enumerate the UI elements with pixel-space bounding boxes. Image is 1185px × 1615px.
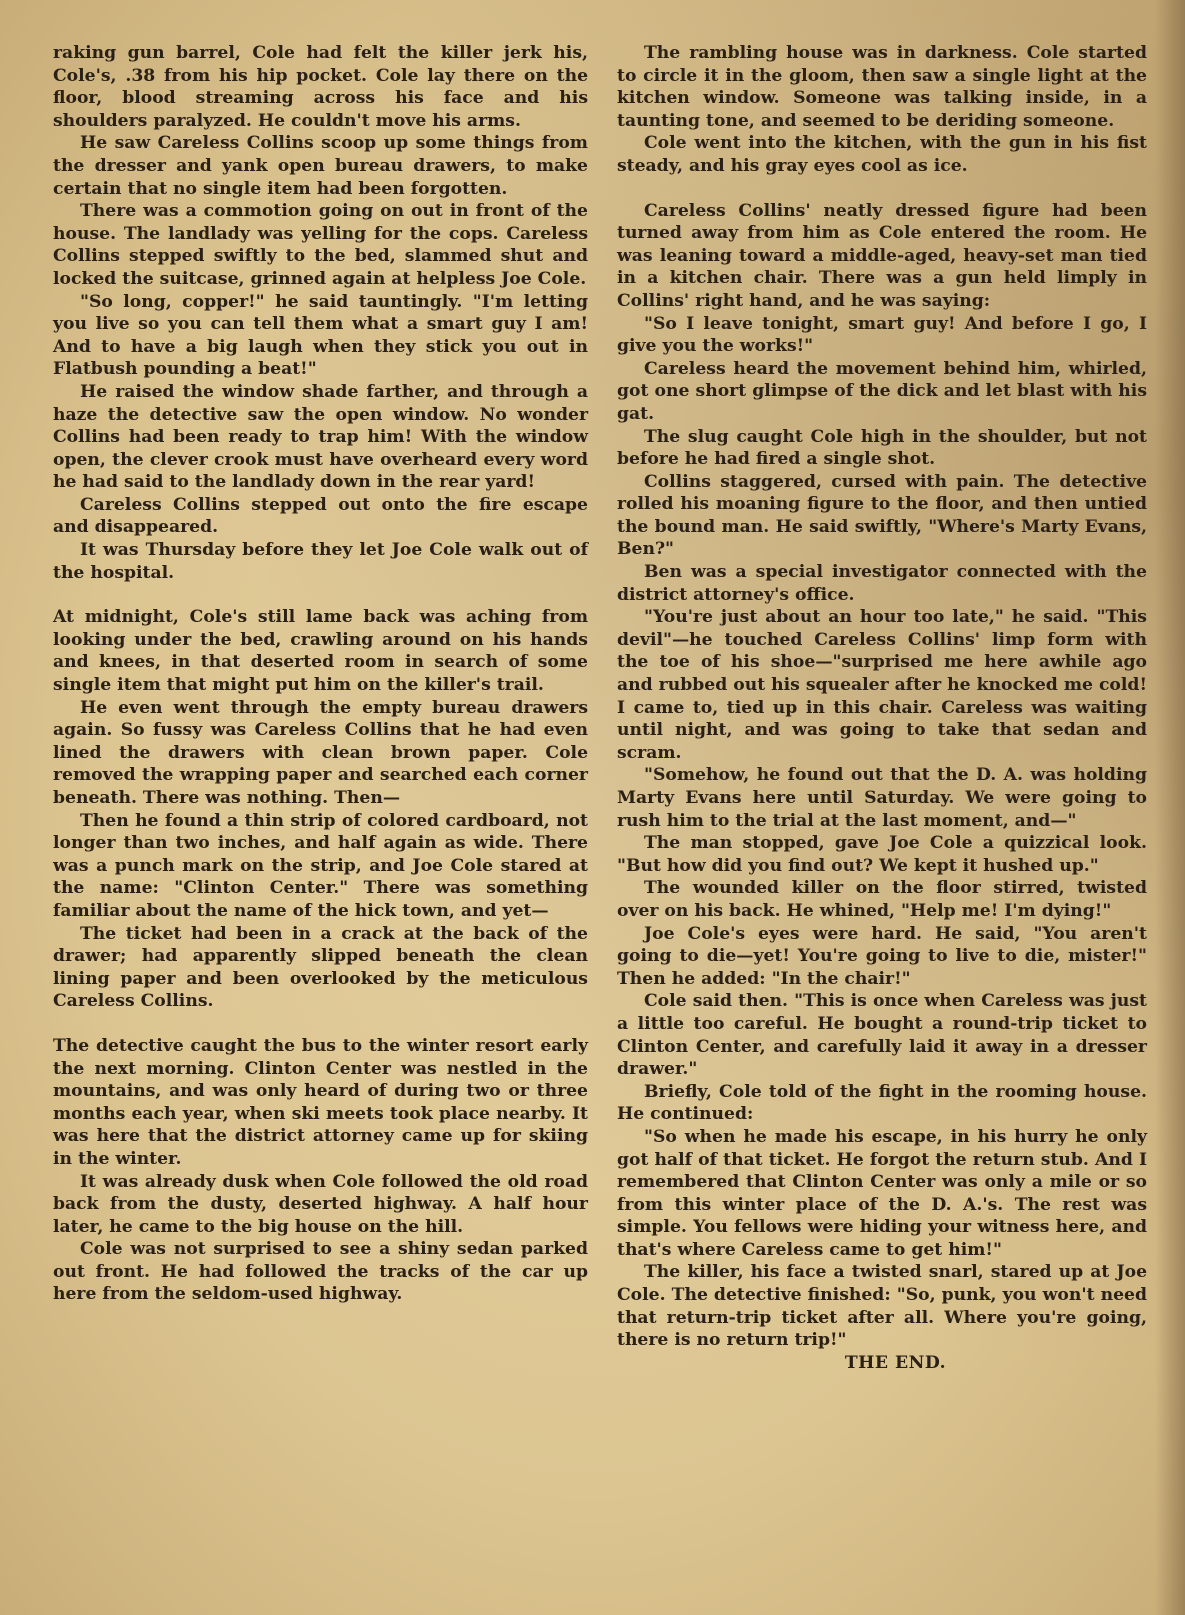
story-paragraph: He even went through the empty bureau drawers again. So fussy was Careless Collins that he had even lined the drawers with clean brown paper. Cole removed the wrapping paper and searched each corner beneath. There was nothing. Then—	[53, 697, 588, 808]
story-paragraph: Cole went into the kitchen, with the gun in his fist steady, and his gray eyes cool as ice.	[617, 133, 1147, 176]
story-paragraph: The detective caught the bus to the winter resort early the next morning. Clinton Center was nestled in the mountains, and was only heard of during two or three months each year, when ski meets took place nearby. It was here that the district attorney came up for skiing in the winter.	[53, 1035, 588, 1169]
story-paragraph: The killer, his face a twisted snarl, stared up at Joe Cole. The detective finished: "So, punk, you won't need that return-trip ticket after all. Where you're going, there is no return trip!"	[617, 1262, 1147, 1351]
story-paragraph: Cole was not surprised to see a shiny sedan parked out front. He had followed the tracks of the car up here from the seldom-used highway.	[53, 1239, 588, 1305]
story-paragraph: It was already dusk when Cole followed the old road back from the dusty, deserted highway. A half hour later, he came to the big house on the hill.	[53, 1171, 588, 1237]
story-paragraph: The rambling house was in darkness. Cole started to circle it in the gloom, then saw a single light at the kitchen window. Someone was talking inside, in a taunting tone, and seemed to be deriding someone.	[617, 43, 1147, 131]
story-paragraph: The slug caught Cole high in the shoulder, but not before he had fired a single shot.	[617, 426, 1147, 470]
the-end-mark: THE END.	[844, 1352, 947, 1373]
story-paragraph: Careless Collins stepped out onto the fire escape and disappeared.	[53, 494, 588, 538]
story-paragraph: raking gun barrel, Cole had felt the killer jerk his, Cole's, .38 from his hip pocket. Cole lay there on the floor, blood streaming across his face and his shoulders paralyzed. He couldn't move his arms.	[53, 43, 588, 131]
story-paragraph: It was Thursday before they let Joe Cole walk out of the hospital.	[53, 540, 588, 583]
story-paragraph: "Somehow, he found out that the D. A. was holding Marty Evans here until Saturday. We were going to rush him to the trial at the last moment, and—"	[617, 765, 1147, 831]
story-paragraph: The ticket had been in a crack at the back of the drawer; had apparently slipped beneath the clean lining paper and been overlooked by the meticulous Careless Collins.	[53, 923, 588, 1012]
page-edge-stain	[1155, 0, 1185, 1615]
story-paragraph: Collins staggered, cursed with pain. The detective rolled his moaning figure to the floor, and then untied the bound man. He said swiftly, "Where's Marty Evans, Ben?"	[617, 471, 1147, 560]
story-paragraph: Briefly, Cole told of the fight in the rooming house. He continued:	[617, 1081, 1147, 1125]
story-paragraph: Careless heard the movement behind him, whirled, got one short glimpse of the dick and let blast with his gat.	[617, 358, 1147, 424]
story-paragraph: He raised the window shade farther, and through a haze the detective saw the open window. No wonder Collins had been ready to trap him! With the window open, the clever crook must have overheard every word he had said to the landlady down in the rear yard!	[53, 381, 588, 493]
story-paragraph: The wounded killer on the floor stirred, twisted over on his back. He whined, "Help me! I'm dying!"	[617, 878, 1147, 921]
right-column-body	[617, 42, 1147, 1352]
right-column	[617, 42, 1147, 1374]
story-paragraph: Cole said then. "This is once when Careless was just a little too careful. He bought a round-trip ticket to Clinton Center, and carefully laid it away in a dresser drawer."	[617, 991, 1147, 1080]
left-column	[53, 42, 588, 1306]
story-paragraph: "So I leave tonight, smart guy! And before I go, I give you the works!"	[617, 313, 1147, 357]
story-paragraph: The man stopped, gave Joe Cole a quizzical look. "But how did you find out? We kept it hushed up."	[617, 833, 1147, 876]
story-paragraph: "So long, copper!" he said tauntingly. "I'm letting you live so you can tell them what a smart guy I am! And to have a big laugh when they stick you out in Flatbush pounding a beat!"	[53, 291, 588, 380]
story-paragraph: He saw Careless Collins scoop up some things from the dresser and yank open bureau drawers, to make certain that no single item had been forgotten.	[53, 133, 588, 199]
story-paragraph: Ben was a special investigator connected with the district attorney's office.	[617, 562, 1147, 605]
story-paragraph: Then he found a thin strip of colored cardboard, not longer than two inches, and half again as wide. There was a punch mark on the strip, and Joe Cole stared at the name: "Clinton Center." There was something familiar about the name of the hick town, and yet—	[53, 810, 588, 921]
story-paragraph: Careless Collins' neatly dressed figure had been turned away from him as Cole entered the room. He was leaning toward a middle-aged, heavy-set man tied in a kitchen chair. There was a gun held limply in Collins' right hand, and he was saying:	[617, 200, 1147, 311]
story-paragraph: "So when he made his escape, in his hurry he only got half of that ticket. He forgot the return stub. And I remembered that Clinton Center was only a mile or so from this winter place of the D. A.'s. The rest was simple. You fellows were hiding your witness here, and that's where Careless came to get him!"	[617, 1126, 1147, 1260]
story-paragraph: At midnight, Cole's still lame back was aching from looking under the bed, crawling around on his hands and knees, in that deserted room in search of some single item that might put him on the killer's trail.	[53, 607, 588, 696]
story-paragraph: "You're just about an hour too late," he said. "This devil"—he touched Careless Collins' limp form with the toe of his shoe—"surprised me here awhile ago and rubbed out his squealer after he knocked me cold! I came to, tied up in this chair. Careless was waiting until night, and was going to take that sedan and scram.	[617, 607, 1147, 763]
story-paragraph: Joe Cole's eyes were hard. He said, "You aren't going to die—yet! You're going to live to die, mister!" Then he added: "In the chair!"	[617, 923, 1147, 989]
story-paragraph: There was a commotion going on out in front of the house. The landlady was yelling for the cops. Careless Collins stepped swiftly to the bed, slammed shut and locked the suitcase, grinned again at helpless Joe Cole.	[53, 201, 588, 289]
